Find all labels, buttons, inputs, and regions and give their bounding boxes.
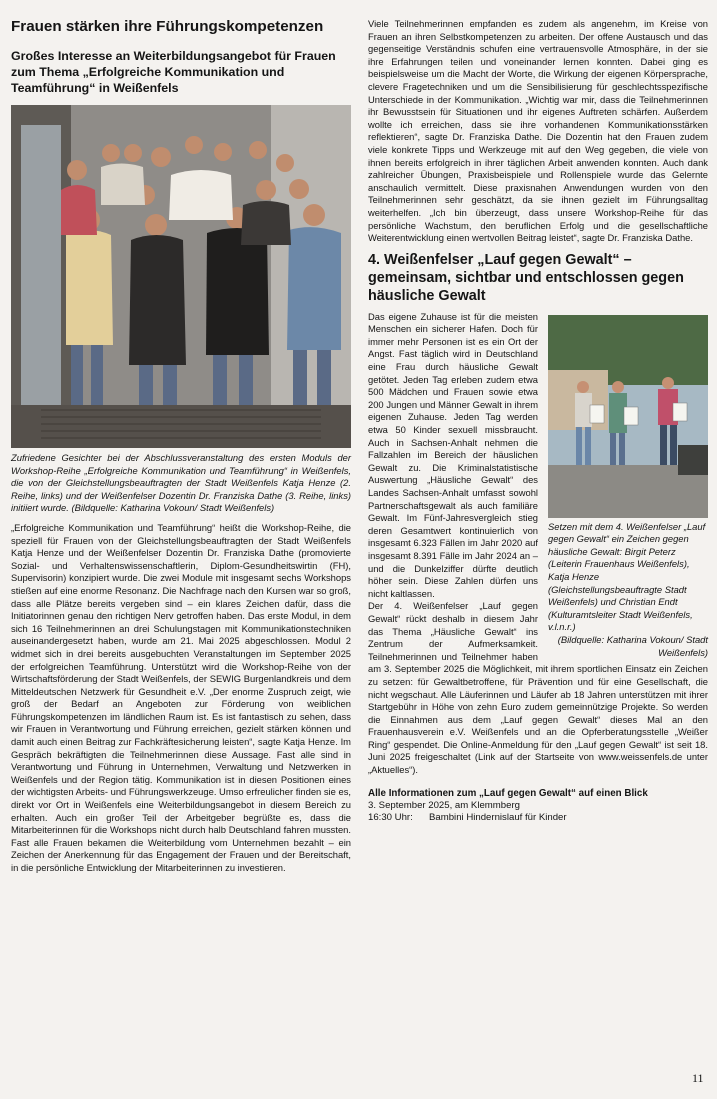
photo-credit: (Bildquelle: Katharina Vokoun/ Stadt Weißenfels) <box>71 502 275 514</box>
run-caption-text: Setzen mit dem 4. Weißenfelser „Lauf gegen Gewalt“ ein Zeichen gegen häusliche Gewalt: Birgit Peterz (Leiterin Frauenhaus Weißenfels), Katja Henze (Gleichstellungsbeauftragte Stadt Weißenfels) und Christian Endt (Kulturamtsleiter Stadt Weißenfels, v.l.n.r.) <box>548 520 706 633</box>
article2-body-1: Das eigene Zuhause ist für die meisten Menschen ein sicherer Hafen. Doch für immer mehr Personen ist es ein Ort der Angst. Fast täglich wird in Deutschland eine Frau durch häusliche Gewalt getötet. Jeden Tag erleben zudem etwa 500 Mädchen und Frauen sowie etwa 200 Jungen und Männer Gewalt in ihrem eigenen Zuhause. Jeden Tag werden etwa 50 Kinder sexuell missbraucht. Auch in Sachsen-Anhalt nehmen die Fallzahlen im Bereich der häuslichen Gewalt zu. Die Kriminalstatistische Auswertung „Häusliche Gewalt“ des Landes Sachsen-Anhalt umfasst sowohl Partnerschaftsgewalt als auch familiäre Gewalt. Im Fünf-Jahresvergleich stieg deren Gesamtwert kontinuierlich von insgesamt 6.323 Fällen im Jahr 2020 auf insgesamt 8.391 Fälle im Jahr 2024 an – und die Dunkelziffer dürfte deutlich höher sein. Diese Zahlen dürfen uns nicht kaltlassen. <box>368 310 538 599</box>
info-time: 16:30 Uhr: <box>368 812 413 824</box>
article-body-right: Viele Teilnehmerinnen empfanden es zudem als angenehm, im Kreise von Frauen an ihren Selbstkompetenzen zu arbeiten. Der offene Austausch und das gegenseitige Verständnis schufen eine vertrauensvolle Atmosphäre, in der sie ihre Erfahrungen teilen und voneinander lernen konnten. Dabei ging es beispielsweise um die Macht der Worte, die Wirkung der eigenen Körpersprache, clevere Fragetechniken und um die Sensibilisierung für geschlechtsspezifische Unterschiede in der Kommunikation. „Wichtig war mir, dass die Teilnehmerinnen ihr Bewusstsein für Situationen und ihr eigenes Auftreten schärfen. Außerdem wollte ich erreichen, dass sie ihre vorhandenen Kommunikationsstärken reflektieren“, sagte Dr. Franziska Dathe. Die Dozentin hat den Frauen zudem viele konkrete Tipps und Werkzeuge mit auf den Weg gegeben, die viele von ihnen bereits erfolgreich in ihrer täglichen Arbeit anwenden konnten. Auch dank zahlreicher Übungen, Praxisbeispiele und Rollenspiele wurde das Gelernte anschaulich vermittelt. Diese praxisnahen Anwendungen wurden von den Teilnehmerinnen sehr geschätzt, da sie ihnen gezielt im Führungsalltag weiterhelfen. „Ich bin überzeugt, dass unsere Workshop-Reihe für das persönliche Wachstum, den beruflichen Erfolg und die gesellschaftliche Weiterentwicklung einen wertvollen Beitrag leistet“, sagte Dr. Franziska Dathe. <box>368 18 708 244</box>
photo-caption <box>11 452 351 515</box>
info-title: Alle Informationen zum „Lauf gegen Gewalt“ auf einen Blick <box>368 787 648 799</box>
article2-body-2: Der 4. Weißenfelser „Lauf gegen Gewalt“ rückt deshalb in diesem Jahr das Thema „Häusliche Gewalt“ ins Zentrum der Aufmerksamkeit. Teilnehmerinnen und Teilnehmer haben am 3. September 2025 die Möglichkeit, mit ihrem sportlichen Einsatz ein Zeichen zu setzen: für Gewaltbetroffene, für Prävention und für eine Gesellschaft, die nicht wegschaut. Alle Läuferinnen und Läufer ab 18 Jahren unterstützen mit ihrer Startgebühr in Höhe von zehn Euro zudem gemeinnützige Projekte. So werden die Einnahmen aus dem „Lauf gegen Gewalt“ dieses Mal an den Frauenhausverein e.V. Weißenfels und an die Opferberatungsstelle „Weißer Ring“ gespendet. Die Online-Anmeldung für den „Lauf gegen Gewalt“ ist seit 18. Juni 2025 freigeschaltet (Link auf der Startseite von www.weissenfels.de unter „Aktuelles“). <box>368 600 708 776</box>
section-title: 4. Weißenfelser „Lauf gegen Gewalt“ – gemeinsam, sichtbar und entschlossen gegen häusliche Gewalt <box>368 251 684 304</box>
left-column <box>11 18 351 875</box>
run-photo-box <box>548 315 708 660</box>
article-body-left: „Erfolgreiche Kommunikation und Teamführung“ heißt die Workshop-Reihe, die speziell für Frauen von der Gleichstellungsbeauftragten der Stadt Weißenfels Katja Henze und der Weißenfelser Dozentin Dr. Franziska Dathe (promovierte Sozial- und Verhaltenswissenschaftlerin, Diplom-Gesundheitswirtin (FH), Supervisorin) konzipiert wurde. Die zwei Module mit insgesamt sechs Workshops stießen auf eine enorme Resonanz. Die Nachfrage nach den Kursen war so groß, dass alle Plätze bereits vergeben sind – ein klares Zeichen dafür, dass die Initiatorinnen genau den richtigen Nerv getroffen haben. Das erste Modul, in dem sich 16 Teilnehmerinnen an drei Schulungstagen mit Kommunikationstechniken auseinandergesetzt haben, wurde am 21. Mai 2025 abgeschlossen. Modul 2 widmet sich in drei bereits ausgebuchten Veranstaltungen im September 2025 der erfolgreichen Teamführung. Unterstützt wird die Workshop-Reihe von der Wirtschaftsförderung der Stadt Weißenfels, der SEWIG Burgenlandkreis und dem Mitteldeutschen Netzwerk für Gesundheit e.V. „Der enorme Zuspruch zeigt, wie groß der Bedarf an Angeboten zur Förderung von weiblichen Führungskompetenzen im ländlichen Raum ist. Es ist fantastisch zu sehen, dass wir Frauen in Verantwortung und Führung erreichen, gezielt stärken können und damit auch einen Beitrag zur Fachkräftesicherung leisten“, sagte Katja Henze. Im Gespräch bekräftigten die Teilnehmerinnen diese Aussage. Fast alle sind in Verantwortung und Führung in Unternehmen, Verwaltung und Netzwerken in Weißenfels und der Region tätig. Kommunikation ist in diesen Positionen eines der wichtigsten Arbeits- und Führungswerkzeuge. Umso erfreulicher finden sie es, direkt vor Ort in Weißenfels eine Weiterbildungsangebot in diesem Bereich zu erhalten. Auch ein großer Teil der Arbeitgeber begrüßte es, dass die Mitarbeiterinnen für die Workshops nicht durch halb Deutschland fahren mussten. Fast alle Frauen bekamen die Weiterbildung vom Unternehmen bezahlt – ein Zeichen der Anerkennung für das Engagement der Frauen und der Bereitschaft, in die persönliche Entwicklung der Mitarbeiterinnen zu investieren. <box>11 521 351 873</box>
group-photo <box>11 105 351 448</box>
right-column <box>368 18 708 825</box>
info-schedule-row <box>368 812 708 825</box>
info-date: 3. September 2025, am Klemmberg <box>368 799 520 811</box>
info-event: Bambini Hindernislauf für Kinder <box>429 812 567 824</box>
run-photo-caption <box>548 521 708 660</box>
page-number: 11 <box>692 1071 704 1085</box>
article-title: Frauen stärken ihre Führungskompetenzen <box>11 18 324 35</box>
run-photo <box>548 315 708 518</box>
run-photo-credit: (Bildquelle: Katharina Vokoun/ Stadt Weißenfels) <box>557 634 708 658</box>
article-subtitle: Großes Interesse an Weiterbildungsangebot für Frauen zum Thema „Erfolgreiche Kommunikation und Teamführung“ in Weißenfels <box>11 49 336 95</box>
caption-text: Zufriedene Gesichter bei der Abschlussveranstaltung des ersten Moduls der Workshop-Reihe „Erfolgreiche Kommunikation und Teamführung“ in Weißenfels, die von der Gleichstellungsbeauftragten der Stadt Weißenfels Katja Henze (2. Reihe, links) und der Weißenfelser Dozentin Dr. Franziska Dathe (3. Reihe, links) initiiert wurde. <box>11 452 351 514</box>
